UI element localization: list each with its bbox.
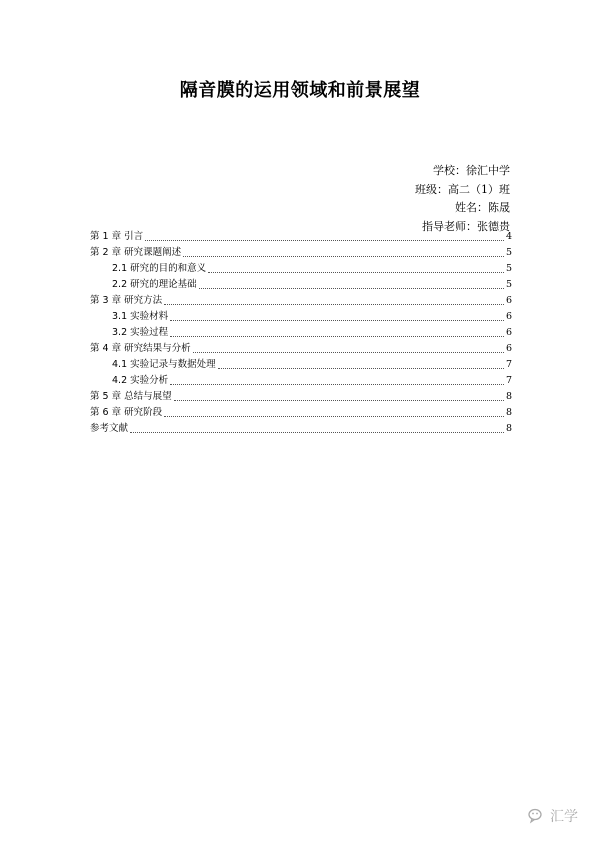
author-info [415, 162, 510, 236]
toc-leader-dots [164, 416, 504, 417]
watermark [528, 806, 578, 826]
toc-entry-title: 参考文献 [90, 423, 129, 434]
toc-page-number: 8 [505, 391, 512, 402]
toc-entry[interactable] [90, 325, 512, 341]
toc-page-number: 6 [505, 295, 512, 306]
wechat-icon [528, 808, 546, 824]
toc-leader-dots [183, 256, 504, 257]
toc-entry-title: 4.1 实验记录与数据处理 [112, 359, 216, 370]
toc-page-number: 6 [505, 327, 512, 338]
toc-entry-title: 第 5 章 总结与展望 [90, 391, 172, 402]
toc-page-number: 7 [505, 359, 512, 370]
toc-entry[interactable] [90, 309, 512, 325]
toc-page-number: 6 [505, 343, 512, 354]
toc-entry[interactable] [90, 341, 512, 357]
toc-leader-dots [193, 352, 504, 353]
toc-page-number: 8 [505, 423, 512, 434]
toc-entry[interactable] [90, 421, 512, 437]
toc-entry[interactable] [90, 389, 512, 405]
teacher-line: 指导老师：张德贵 [422, 219, 510, 233]
toc-entry-title: 2.2 研究的理论基础 [112, 279, 197, 290]
toc-entry-title: 3.1 实验材料 [112, 311, 169, 322]
toc-leader-dots [170, 336, 504, 337]
toc-leader-dots [145, 240, 504, 241]
toc-entry-title: 第 1 章 引言 [90, 231, 144, 242]
class-line: 班级：高二（1）班 [415, 182, 510, 196]
toc-page-number: 8 [505, 407, 512, 418]
toc-leader-dots [199, 288, 504, 289]
toc-entry[interactable] [90, 277, 512, 293]
toc-entry-title: 第 3 章 研究方法 [90, 295, 163, 306]
school-line: 学校：徐汇中学 [433, 164, 510, 177]
toc-entry-title: 第 4 章 研究结果与分析 [90, 343, 191, 354]
toc-page-number: 5 [505, 263, 512, 274]
toc-page-number: 5 [505, 279, 512, 290]
name-line: 姓名：陈晟 [455, 201, 510, 214]
toc-leader-dots [218, 368, 504, 369]
toc-leader-dots [130, 432, 504, 433]
toc-entry[interactable] [90, 373, 512, 389]
toc-leader-dots [174, 400, 504, 401]
toc-leader-dots [164, 304, 504, 305]
toc-entry[interactable] [90, 261, 512, 277]
toc-leader-dots [170, 384, 504, 385]
watermark-text: 汇学 [550, 809, 578, 825]
toc-entry[interactable] [90, 405, 512, 421]
toc-entry-title: 3.2 实验过程 [112, 327, 169, 338]
toc-entry[interactable] [90, 245, 512, 261]
toc-entry[interactable] [90, 229, 512, 245]
table-of-contents [90, 229, 512, 437]
toc-entry-title: 第 2 章 研究课题阐述 [90, 247, 182, 258]
page-title: 隔音膜的运用领域和前景展望 [179, 80, 421, 101]
toc-page-number: 7 [505, 375, 512, 386]
toc-entry[interactable] [90, 357, 512, 373]
toc-entry-title: 第 6 章 研究阶段 [90, 407, 163, 418]
toc-leader-dots [170, 320, 504, 321]
toc-page-number: 6 [505, 311, 512, 322]
toc-page-number: 4 [505, 231, 512, 242]
toc-entry-title: 2.1 研究的目的和意义 [112, 263, 207, 274]
toc-leader-dots [208, 272, 504, 273]
toc-entry-title: 4.2 实验分析 [112, 375, 169, 386]
toc-entry[interactable] [90, 293, 512, 309]
toc-page-number: 5 [505, 247, 512, 258]
